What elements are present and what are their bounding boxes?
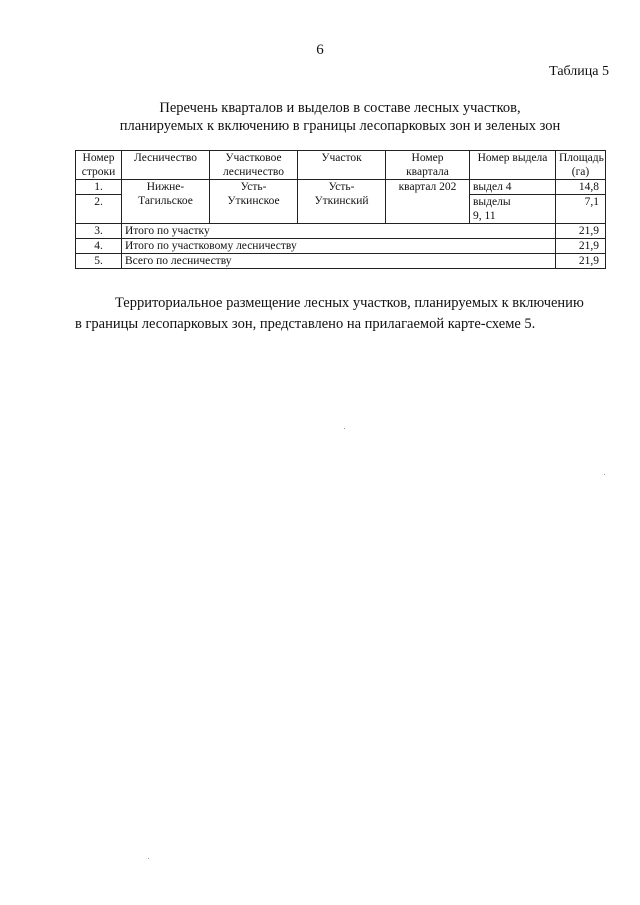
quarter-cell: квартал 202 [386, 180, 470, 224]
district-forestry-cell: Усть- Уткинское [210, 180, 298, 224]
table-title [80, 99, 600, 135]
scan-speck [344, 428, 345, 429]
header-forestry: Лесничество [122, 151, 210, 180]
table-row [76, 254, 606, 269]
row-number: 3. [76, 224, 122, 239]
header-section-number: Номер выдела [470, 151, 556, 180]
total-label-cell: Всего по лесничеству [122, 254, 556, 269]
area-cell: 21,9 [556, 239, 606, 254]
table-row [76, 239, 606, 254]
page-number: 6 [316, 42, 324, 58]
section-cell: выдел 4 [470, 180, 556, 195]
paragraph-line-2: в границы лесопарковых зон, представлено на прилагаемой карте-схеме 5. [75, 316, 536, 332]
table-header-row [76, 151, 606, 180]
table-title-line-2: планируемых к включению в границы лесопарковых зон и зеленых зон [119, 118, 561, 134]
plot-cell: Усть- Уткинский [298, 180, 386, 224]
row-number: 1. [76, 180, 122, 195]
header-district-forestry: Участковое лесничество [210, 151, 298, 180]
table-title-line-1: Перечень кварталов и выделов в составе лесных участков, [159, 100, 521, 116]
section-cell: выделы 9, 11 [470, 195, 556, 224]
table-label: Таблица 5 [549, 64, 609, 79]
placement-paragraph [75, 293, 610, 335]
header-area: Площадь (га) [556, 151, 606, 180]
row-number: 2. [76, 195, 122, 224]
area-cell: 7,1 [556, 195, 606, 224]
total-label-cell: Итого по участку [122, 224, 556, 239]
scan-speck [148, 858, 149, 859]
area-cell: 21,9 [556, 254, 606, 269]
table-row [76, 224, 606, 239]
row-number: 5. [76, 254, 122, 269]
paragraph-line-1: Территориальное размещение лесных участков, планируемых к включению [115, 295, 584, 311]
row-number: 4. [76, 239, 122, 254]
total-label-cell: Итого по участковому лесничеству [122, 239, 556, 254]
header-plot: Участок [298, 151, 386, 180]
header-row-number: Номер строки [76, 151, 122, 180]
table-row [76, 180, 606, 195]
forest-quarters-table [75, 150, 606, 269]
forestry-cell: Нижне- Тагильское [122, 180, 210, 224]
scan-speck [604, 474, 605, 475]
area-cell: 14,8 [556, 180, 606, 195]
header-quarter-number: Номер квартала [386, 151, 470, 180]
area-cell: 21,9 [556, 224, 606, 239]
